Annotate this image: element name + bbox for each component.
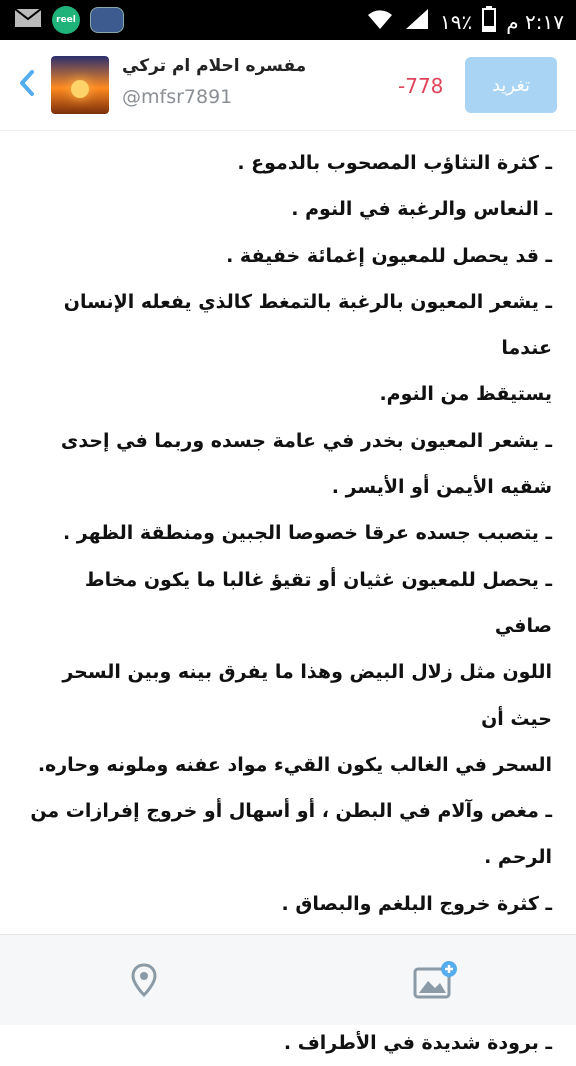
battery-percent: ١٩٪ [440, 9, 473, 34]
reel-app-label: reel [56, 15, 76, 25]
compose-line: اللون مثل زلال البيض وهذا ما يفرق بينه وبين السحر حيث أن [62, 661, 552, 730]
compose-line: ـ كثرة التثاؤب المصحوب بالدموع . [237, 152, 552, 174]
account-name: مفسره احلام ام تركي [122, 56, 307, 76]
tweet-button[interactable]: تغريد [465, 57, 557, 113]
add-photo-button[interactable] [413, 961, 459, 1001]
compose-line: ـ يتصبب جسده عرقا خصوصا الجبين ومنطقة الظهر . [62, 522, 552, 545]
back-button[interactable] [14, 68, 40, 98]
compose-text-area[interactable] [26, 140, 552, 1054]
notification-icons [14, 6, 124, 34]
wifi-icon [366, 7, 394, 36]
app-notification-icon [90, 7, 124, 33]
compose-line: السحر في الغالب يكون القيء مواد عفنه وملونه وحاره. [37, 753, 552, 776]
chevron-left-icon [14, 83, 40, 102]
mail-icon [14, 7, 42, 33]
location-button[interactable] [131, 963, 157, 997]
character-counter: -778 [398, 74, 444, 98]
status-right [366, 6, 564, 37]
compose-line: ـ قد يحصل للمعيون إغمائة خفيفة . [226, 244, 552, 267]
account-handle: @mfsr7891 [122, 86, 233, 108]
add-photo-icon [413, 986, 459, 1005]
compose-line: ـ يشعر المعيون بالرغبة بالتمغط كالذي يفعله الإنسان عندما [63, 290, 552, 360]
status-bar [0, 0, 576, 40]
compose-line: يستيقظ من النوم. [379, 383, 552, 406]
compose-line: ـ برودة شديدة في الأطراف . [283, 1031, 552, 1054]
compose-toolbar [0, 934, 576, 1025]
compose-header [0, 40, 576, 131]
compose-line: ـ مغص وآلام في البطن ، أو أسهال أو خروج إفرازات من [30, 800, 552, 823]
signal-icon [404, 7, 430, 36]
compose-line: ـ كثرة خروج البلغم والبصاق . [281, 892, 552, 915]
battery-icon [482, 6, 496, 37]
clock: ٢:١٧ م [506, 9, 564, 34]
reel-app-icon [52, 6, 80, 34]
compose-line: ـ يحصل للمعيون غثيان أو تقيؤ غالبا ما يكون مخاط صافي [84, 568, 552, 637]
compose-line: ـ النعاس والرغبة في النوم . [291, 198, 552, 221]
avatar [51, 56, 109, 114]
compose-line: ـ يشعر المعيون بخدر في عامة جسده وربما في إحدى [60, 429, 552, 452]
compose-line: شقيه الأيمن أو الأيسر . [331, 476, 552, 499]
location-pin-icon [131, 982, 157, 1001]
compose-line: الرحم . [484, 846, 552, 869]
